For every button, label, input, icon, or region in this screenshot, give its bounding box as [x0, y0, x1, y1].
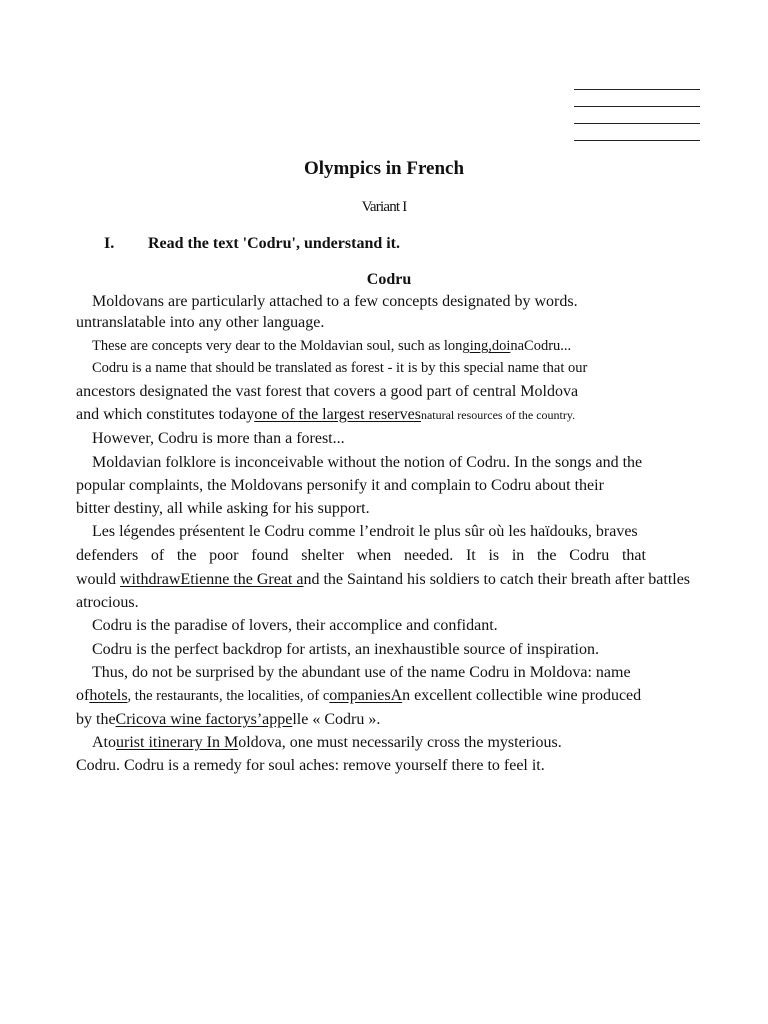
text-line-17: Thus, do not be surprised by the abundant use of the name Codru in Moldova: name — [92, 664, 631, 681]
text-line-10: bitter destiny, all while asking for his support. — [76, 500, 370, 517]
answer-blank-2 — [574, 106, 700, 107]
text-line-20: Atourist itinerary In Moldova, one must necessarily cross the mysterious. — [92, 734, 562, 751]
answer-blank-3 — [574, 123, 700, 124]
text-line-8: Moldavian folklore is inconceivable without the notion of Codru. In the songs and the — [92, 454, 643, 471]
variant-label: Variant I — [361, 199, 407, 215]
text-line-19: by theCricova wine factorys’appelle « Codru ». — [76, 711, 381, 728]
text-line-6: and which constitutes todayone of the largest reservesnatural resources of the country. — [76, 406, 576, 423]
text-line-1: Moldovans are particularly attached to a few concepts designated by words. — [92, 293, 578, 310]
justified-line: defenders of the poor found shelter when needed. It is in the Codru that — [76, 547, 646, 564]
text-line-18: ofhotels, the restaurants, the localities, of companiesAn excellent collectible wine produced — [76, 687, 642, 704]
text-title: Codru — [366, 271, 412, 288]
text-line-3: These are concepts very dear to the Moldavian soul, such as longing,doinaCodru... — [92, 338, 572, 354]
answer-blank-1 — [574, 89, 700, 90]
section-instruction: Read the text 'Codru', understand it. — [148, 235, 401, 252]
text-line-12 — [76, 546, 646, 566]
text-line-21: Codru. Codru is a remedy for soul aches: remove yourself there to feel it. — [76, 757, 545, 774]
text-line-16: Codru is the perfect backdrop for artists, an inexhaustible source of inspiration. — [92, 641, 599, 658]
answer-blank-4 — [574, 140, 700, 141]
text-line-9: popular complaints, the Moldovans personify it and complain to Codru about their — [76, 477, 604, 494]
section-number: I. — [104, 235, 115, 252]
text-line-7: However, Codru is more than a forest... — [92, 430, 345, 447]
text-line-5: ancestors designated the vast forest that covers a good part of central Moldova — [76, 383, 579, 400]
text-line-4: Codru is a name that should be translated as forest - it is by this special name that our — [92, 360, 588, 376]
text-line-13: would withdrawEtienne the Great and the Saintand his soldiers to catch their breath after battles — [76, 571, 691, 588]
text-line-14: atrocious. — [76, 594, 139, 611]
text-line-11: Les légendes présentent le Codru comme l’endroit le plus sûr où les haïdouks, braves — [92, 523, 638, 540]
section-heading — [104, 235, 400, 253]
text-line-15: Codru is the paradise of lovers, their accomplice and confidant. — [92, 617, 498, 634]
text-line-2: untranslatable into any other language. — [76, 314, 325, 331]
document-title: Olympics in French — [303, 158, 465, 179]
